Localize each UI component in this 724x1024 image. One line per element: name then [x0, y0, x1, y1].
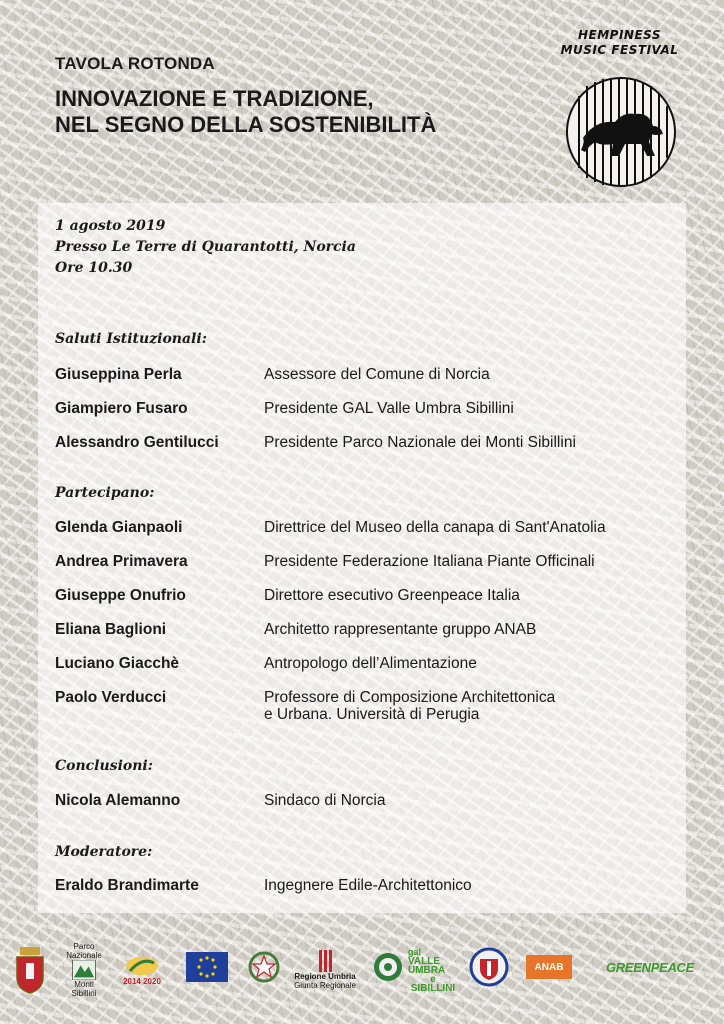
mountain-icon — [67, 960, 101, 980]
speaker-role: Assessore del Comune di Norcia — [264, 366, 490, 383]
greenpeace-label: GREENPEACE — [605, 959, 695, 975]
speaker-role: Ingegnere Edile-Architettonico — [264, 877, 472, 894]
parco-sibillini-logo — [62, 942, 106, 998]
sibillini-label: Monti Sibillini — [71, 980, 97, 998]
republic-emblem-icon — [246, 942, 282, 992]
speaker-name: Andrea Primavera — [55, 553, 188, 570]
speaker-role: Direttore esecutivo Greenpeace Italia — [264, 587, 520, 604]
speaker-role — [264, 689, 694, 723]
festival-logo-line-1: HEMPINESS — [577, 28, 662, 42]
title-line-1: INNOVAZIONE E TRADIZIONE, — [55, 86, 374, 111]
gal-line-3: UMBRA — [408, 964, 446, 976]
section-label-moderatore: Moderatore: — [55, 844, 153, 860]
parco-label: Parco Nazionale — [66, 942, 102, 960]
eu-flag-icon — [184, 942, 230, 992]
festival-logo — [557, 28, 682, 188]
section-label-partecipano: Partecipano: — [55, 485, 155, 501]
coat-of-arms-icon — [12, 942, 48, 998]
speaker-role-line-2: e Urbana. Università di Perugia — [264, 706, 480, 723]
gal-line-4: e SIBILLINI — [410, 973, 456, 994]
speaker-name: Nicola Alemanno — [55, 792, 181, 809]
anab-label: ANAB — [526, 955, 572, 979]
speaker-role-line-1: Professore di Composizione Architettonica — [264, 689, 556, 706]
event-date: 1 agosto 2019 — [55, 218, 166, 234]
speaker-name: Giuseppina Perla — [55, 366, 182, 383]
psr-logo — [120, 942, 164, 998]
speaker-name: Glenda Gianpaoli — [55, 519, 183, 536]
sponsor-logos — [0, 942, 724, 1002]
section-label-saluti: Saluti Istituzionali: — [55, 331, 207, 347]
event-title — [55, 86, 555, 138]
speaker-role: Presidente Parco Nazionale dei Monti Sibillini — [264, 434, 576, 451]
speaker-name: Eliana Baglioni — [55, 621, 167, 638]
speaker-name: Eraldo Brandimarte — [55, 877, 199, 894]
title-line-2: NEL SEGNO DELLA SOSTENIBILITÀ — [55, 112, 437, 137]
speaker-name: Luciano Giacchè — [55, 655, 180, 672]
speaker-role: Architetto rappresentante gruppo ANAB — [264, 621, 537, 638]
regione-label: Regione Umbria — [294, 972, 356, 981]
gal-logo — [408, 942, 458, 998]
event-kicker: TAVOLA ROTONDA — [55, 54, 215, 73]
event-info — [55, 216, 356, 279]
crest-icon — [468, 942, 510, 992]
leaf-icon — [124, 955, 160, 977]
anab-icon — [524, 942, 574, 992]
speaker-role: Sindaco di Norcia — [264, 792, 386, 809]
speaker-name: Paolo Verducci — [55, 689, 167, 706]
speaker-role: Presidente GAL Valle Umbra Sibillini — [264, 400, 514, 417]
speaker-role: Presidente Federazione Italiana Piante Officinali — [264, 553, 595, 570]
giunta-label: Giunta Regionale — [294, 981, 356, 990]
wheel-icon — [370, 942, 406, 992]
event-time: Ore 10.30 — [55, 260, 133, 276]
festival-logo-line-2: MUSIC FESTIVAL — [560, 43, 679, 57]
regione-umbria-icon — [294, 942, 356, 998]
gal-line-1: gal — [408, 946, 422, 957]
event-place: Presso Le Terre di Quarantotti, Norcia — [55, 239, 356, 255]
gal-line-2: VALLE — [408, 955, 441, 967]
lion-icon — [565, 76, 677, 188]
speaker-role: Antropologo dell’Alimentazione — [264, 655, 477, 672]
speaker-name: Giuseppe Onufrio — [55, 587, 186, 604]
speaker-name: Giampiero Fusaro — [55, 400, 188, 417]
speaker-name: Alessandro Gentilucci — [55, 434, 219, 451]
header — [55, 54, 555, 138]
psr-years: 2014 2020 — [123, 976, 161, 986]
greenpeace-logo — [588, 942, 712, 992]
section-label-conclusioni: Conclusioni: — [55, 758, 153, 774]
speaker-role: Direttrice del Museo della canapa di Sant'Anatolia — [264, 519, 606, 536]
